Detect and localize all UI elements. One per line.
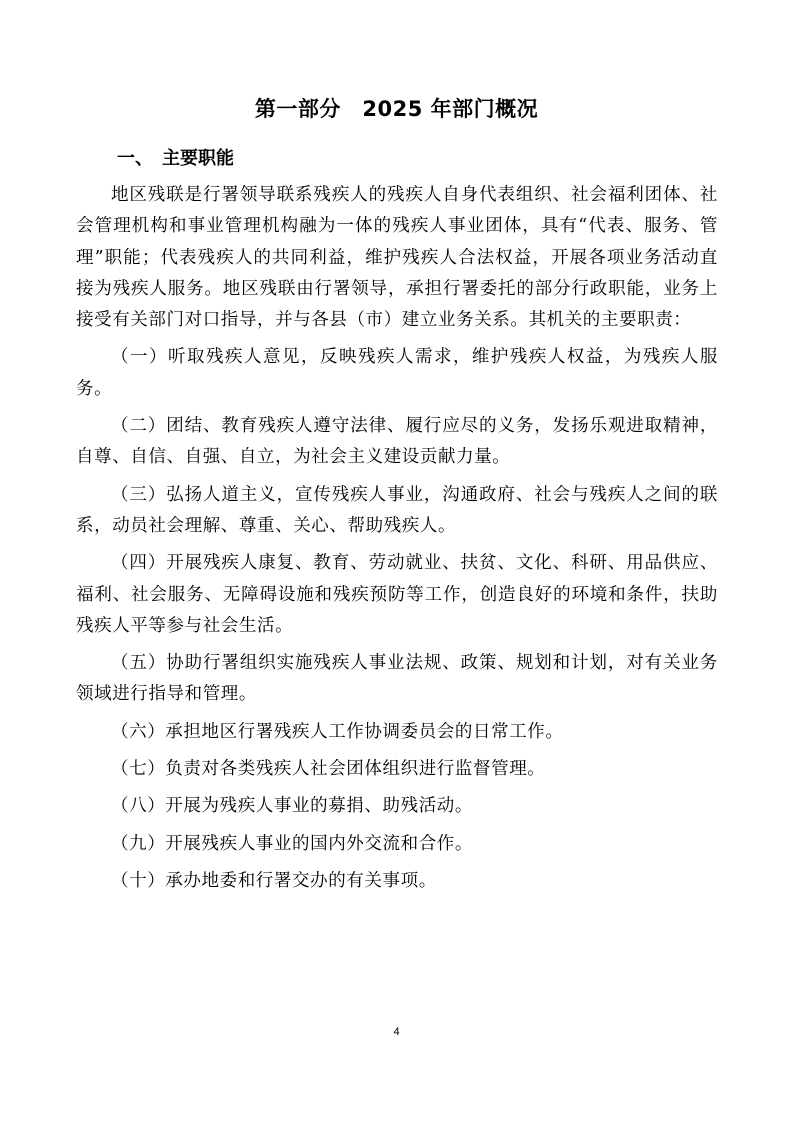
duty-item-4: （四）开展残疾人康复、教育、劳动就业、扶贫、文化、科研、用品供应、福利、社会服务、无障碍设施和残疾预防等工作，创造良好的环境和条件，扶助残疾人平等参与社会生活。 — [76, 553, 718, 636]
page-title: 第一部分 2025 年部门概况 — [254, 97, 539, 121]
duty-item-8: （八）开展为残疾人事业的募捐、助残活动。 — [111, 796, 473, 817]
document-body — [76, 180, 718, 903]
duty-item-5: （五）协助行署组织实施残疾人事业法规、政策、规划和计划，对有关业务领域进行指导和管理。 — [76, 653, 718, 705]
section-heading: 一、 主要职能 — [117, 148, 234, 169]
duty-item-3: （三）弘扬人道主义，宣传残疾人事业，沟通政府、社会与残疾人之间的联系，动员社会理解、尊重、关心、帮助残疾人。 — [76, 484, 718, 536]
page-number: 4 — [393, 1026, 400, 1038]
duty-item-9: （九）开展残疾人事业的国内外交流和合作。 — [111, 833, 473, 854]
intro-paragraph: 地区残联是行署领导联系残疾人的残疾人自身代表组织、社会福利团体、社会管理机构和事业管理机构融为一体的残疾人事业团体，具有“代表、服务、管理”职能；代表残疾人的共同利益，维护残疾人合法权益，开展各项业务活动直接为残疾人服务。地区残联由行署领导，承担行署委托的部分行政职能，业务上接受有关部门对口指导，并与各县（市）建立业务关系。其机关的主要职责： — [76, 185, 718, 331]
duty-item-7: （七）负责对各类残疾人社会团体组织进行监督管理。 — [111, 759, 546, 780]
duty-item-6: （六）承担地区行署残疾人工作协调委员会的日常工作。 — [111, 721, 564, 742]
duty-item-10: （十）承办地委和行署交办的有关事项。 — [111, 870, 437, 891]
duty-item-2: （二）团结、教育残疾人遵守法律、履行应尽的义务，发扬乐观进取精神，自尊、自信、自强、自立，为社会主义建设贡献力量。 — [76, 416, 718, 468]
duty-item-1: （一）听取残疾人意见，反映残疾人需求，维护残疾人权益，为残疾人服务。 — [76, 347, 718, 399]
